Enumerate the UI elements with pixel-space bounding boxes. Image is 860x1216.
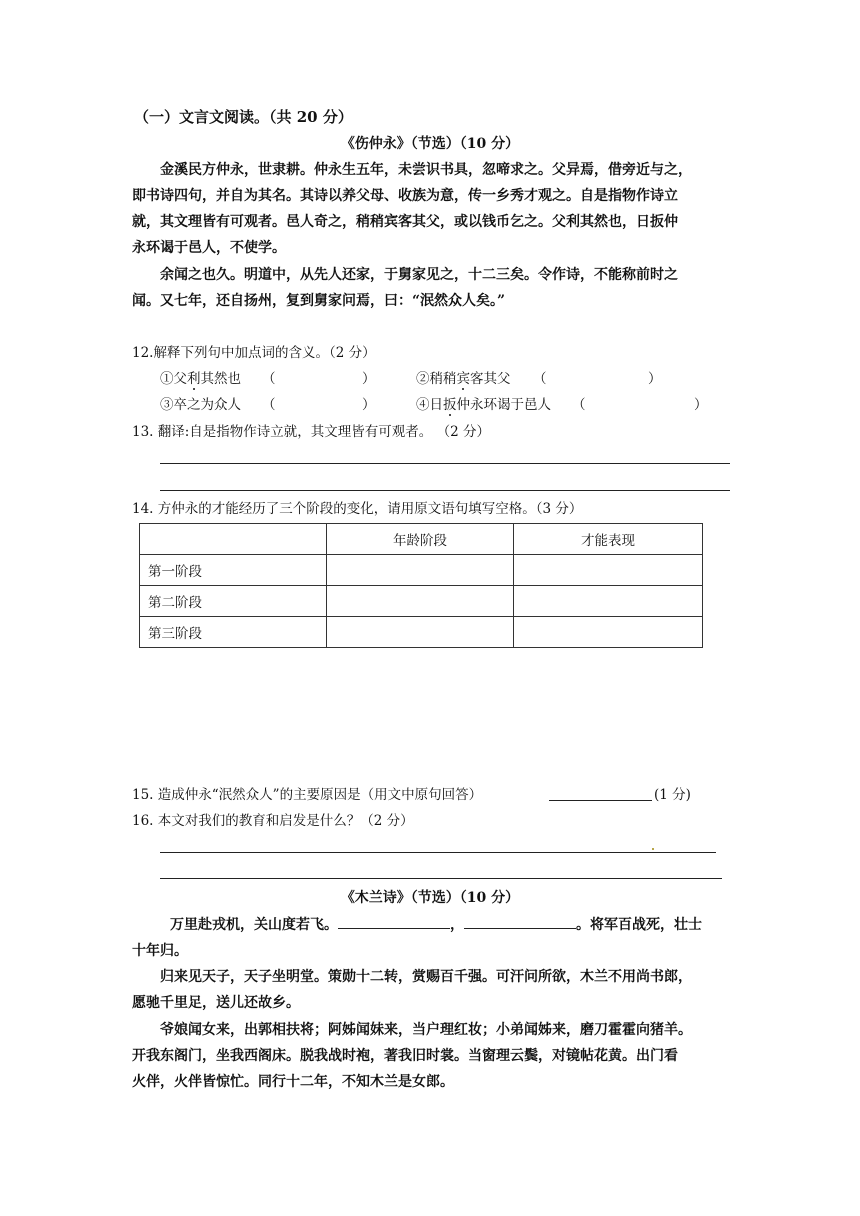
passage2-line-3: 归来见天子，天子坐明堂。策勋十二转，赏赐百千强。可汗问所欲，木兰不用尚书郎， bbox=[160, 969, 692, 985]
answer-cell[interactable] bbox=[327, 555, 514, 586]
answer-cell[interactable] bbox=[514, 555, 703, 586]
stage-label: 第二阶段 bbox=[140, 586, 327, 617]
q12-item-2-paren-left: （ bbox=[533, 371, 547, 387]
answer-cell[interactable] bbox=[327, 617, 514, 648]
q12-item-2-paren-right: ） bbox=[648, 371, 662, 387]
passage1-line-1: 金溪民方仲永，世隶耕。仲永生五年，未尝识书具，忽啼求之。父异焉，借旁近与之， bbox=[160, 162, 692, 178]
q12-item-3-paren-right: ） bbox=[362, 397, 376, 413]
passage2-line-1: 万里赴戎机，关山度若飞。 ， 。将军百战死，壮士 bbox=[170, 912, 702, 938]
passage1-line-3: 就，其文理皆有可观者。邑人奇之，稍稍宾客其父，或以钱币乞之。父利其然也，日扳仲 bbox=[132, 214, 678, 230]
q12-item-4: ④日扳仲永环谒于邑人 bbox=[416, 397, 551, 413]
stray-mark bbox=[652, 848, 654, 850]
section-title: （一）文言文阅读。（共 20 分） bbox=[134, 108, 353, 126]
q12-item-3: ③卒之为众人 bbox=[160, 397, 241, 413]
passage2-line-2: 十年归。 bbox=[132, 943, 188, 959]
passage2-title: 《木兰诗》（节选）（10 分） bbox=[340, 890, 520, 906]
q13-stem: 13. 翻译:自是指物作诗立就，其文理皆有可观者。 （2 分） bbox=[132, 424, 490, 440]
passage2-line-5: 爷娘闻女来，出郭相扶将；阿姊闻妹来，当户理红妆；小弟闻姊来，磨刀霍霍向猪羊。 bbox=[160, 1022, 692, 1038]
q16-answer-line-2[interactable] bbox=[160, 878, 722, 879]
q12-item-3-paren-left: （ bbox=[262, 397, 276, 413]
q12-item-1-paren-right: ） bbox=[362, 371, 376, 387]
passage2-line-7: 火伴，火伴皆惊忙。同行十二年，不知木兰是女郎。 bbox=[132, 1074, 454, 1090]
q12-stem: 12.解释下列句中加点词的含义。（2 分） bbox=[132, 345, 376, 361]
q14-stage-table bbox=[139, 523, 703, 648]
q12-item-1: ①父利其然也 bbox=[160, 371, 241, 387]
passage1-line-4: 永环谒于邑人，不使学。 bbox=[132, 240, 286, 256]
passage1-title: 《伤仲永》（节选）（10 分） bbox=[340, 136, 520, 152]
q16-answer-line-1[interactable] bbox=[160, 852, 716, 853]
poem-blank-2[interactable] bbox=[464, 914, 576, 929]
q13-answer-line-1[interactable] bbox=[160, 463, 730, 464]
passage1-line-6: 闻。又七年，还自扬州，复到舅家问焉，曰：“泯然众人矣。” bbox=[132, 293, 506, 309]
answer-cell[interactable] bbox=[327, 586, 514, 617]
answer-cell[interactable] bbox=[514, 617, 703, 648]
q14-stem: 14. 方仲永的才能经历了三个阶段的变化，请用原文语句填写空格。（3 分） bbox=[132, 501, 583, 517]
q15-answer-line[interactable] bbox=[549, 800, 652, 801]
passage2-line-4: 愿驰千里足，送儿还故乡。 bbox=[132, 995, 300, 1011]
q12-item-2: ②稍稍宾客其父 bbox=[416, 371, 511, 387]
table-header-cell bbox=[140, 524, 327, 555]
table-header-row bbox=[140, 524, 703, 555]
q15-score: (1 分) bbox=[654, 787, 691, 803]
passage1-line-2: 即书诗四句，并自为其名。其诗以养父母、收族为意，传一乡秀才观之。自是指物作诗立 bbox=[132, 188, 678, 204]
stage-label: 第三阶段 bbox=[140, 617, 327, 648]
table-row bbox=[140, 586, 703, 617]
table-row bbox=[140, 617, 703, 648]
answer-cell[interactable] bbox=[514, 586, 703, 617]
q12-item-4-paren-left: （ bbox=[572, 397, 586, 413]
q16-stem: 16. 本文对我们的教育和启发是什么？（2 分） bbox=[132, 813, 414, 829]
poem-blank-1[interactable] bbox=[338, 914, 450, 929]
table-header-cell: 才能表现 bbox=[514, 524, 703, 555]
q12-item-4-paren-right: ） bbox=[694, 397, 708, 413]
stage-label: 第一阶段 bbox=[140, 555, 327, 586]
q12-item-1-paren-left: （ bbox=[262, 371, 276, 387]
passage2-line-6: 开我东阁门，坐我西阁床。脱我战时袍，著我旧时裳。当窗理云鬓，对镜帖花黄。出门看 bbox=[132, 1048, 678, 1064]
q15-stem: 15. 造成仲永“泯然众人”的主要原因是（用文中原句回答） bbox=[132, 787, 483, 803]
table-header-cell: 年龄阶段 bbox=[327, 524, 514, 555]
table-row bbox=[140, 555, 703, 586]
passage1-line-5: 余闻之也久。明道中，从先人还家，于舅家见之，十二三矣。令作诗，不能称前时之 bbox=[160, 267, 678, 283]
q13-answer-line-2[interactable] bbox=[160, 490, 730, 491]
